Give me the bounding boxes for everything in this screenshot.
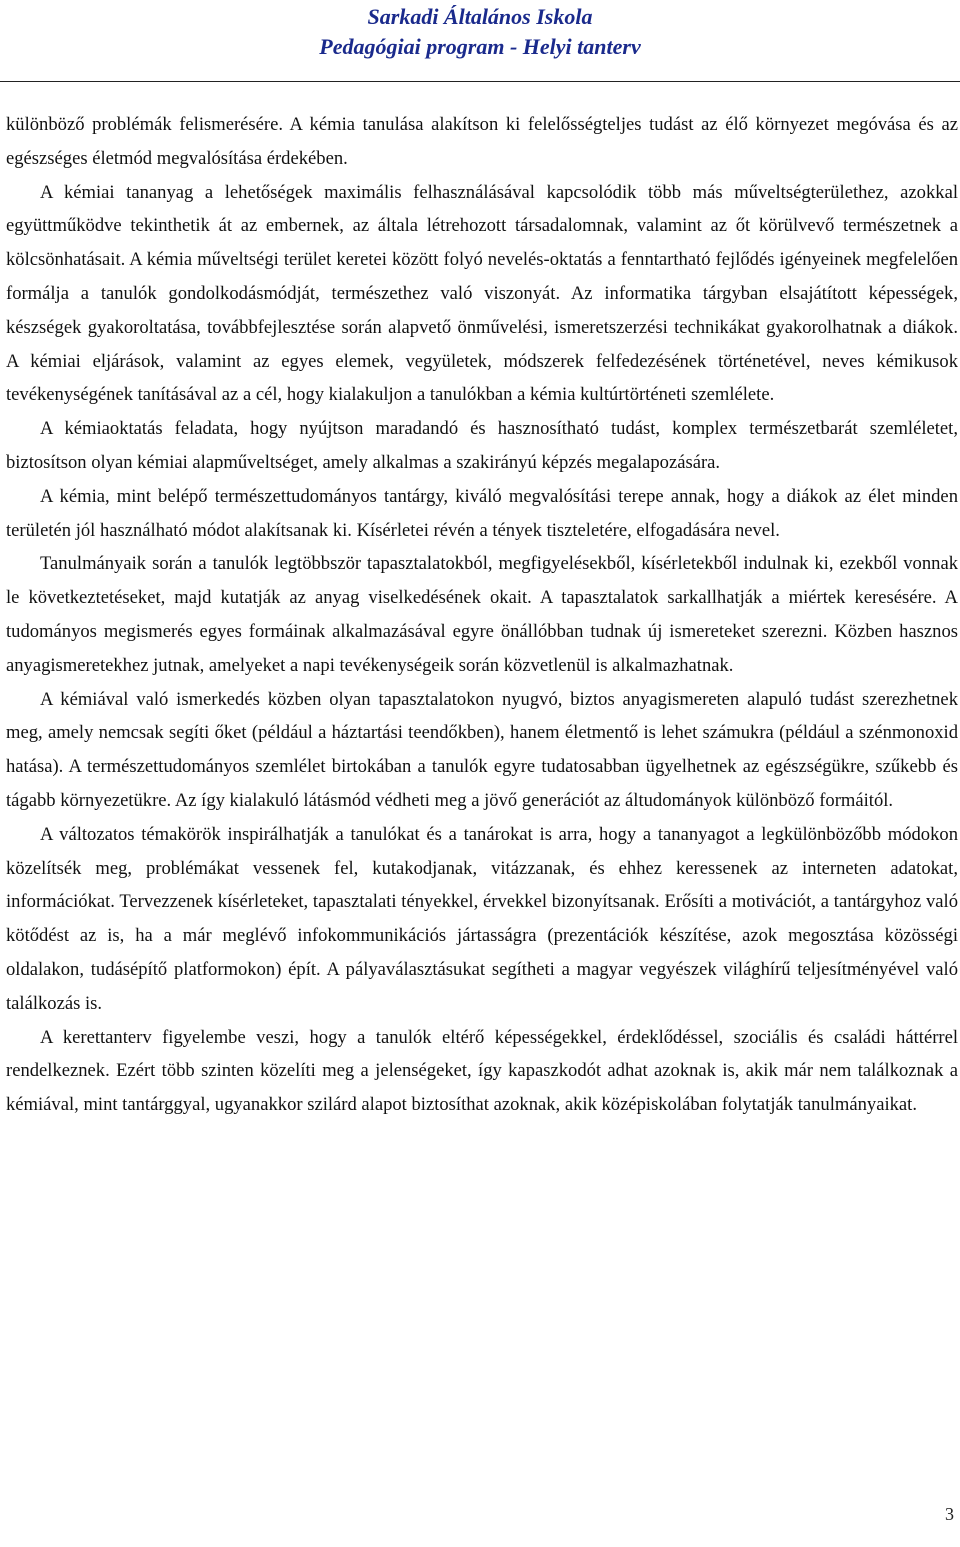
paragraph: A kémiával való ismerkedés közben olyan tapasztalatokon nyugvó, biztos anyagismereten alapuló tudást szerezhetnek meg, amely nemcsak segíti őket (például a háztartási teendőkben), hanem életmentő is lehet számukra (például a szénmonoxid hatása). A természettudományos szemlélet birtokában a tanulók egyre tudatosabban ügyelhetnek az egészségükre, szűkebb és tágabb környezetükre. Az így kialakuló látásmód védheti meg a jövő generációt az áltudományok különböző formáitól. [6,688,958,811]
paragraph: A kémia, mint belépő természettudományos tantárgy, kiváló megvalósítási terepe annak, hogy a diákok az élet minden területén jól használható módot alakítsanak ki. Kísérletei révén a tények tiszteletére, elfogadására nevel. [6,485,958,541]
school-name: Sarkadi Általános Iskola [367,4,593,29]
page-number: 3 [945,1504,954,1524]
document-subtitle: Pedagógiai program - Helyi tanterv [319,34,641,59]
paragraph-continuation: különböző problémák felismerésére. A kémia tanulása alakítson ki felelősségteljes tudást az élő környezet megóvása és az egészséges életmód megvalósítása érdekében. [6,114,958,169]
paragraph: A változatos témakörök inspirálhatják a tanulókat és a tanárokat is arra, hogy a tananyagot a legkülönbözőbb módokon közelítsék meg, problémákat vessenek fel, kutakodjanak, vitázzanak, és ehhez keressenek az interneten adatokat, információkat. Tervezzenek kísérleteket, tapasztalati tényekkel, érvekkel bizonyítsanak. Erősíti a motivációt, a tantárgyhoz való kötődést az is, ha a már meglévő infokommunikációs jártasságra (prezentációk készítése, azok megosztása közösségi oldalakon, tudásépítő platformokon) épít. A pályaválasztásukat segítheti a magyar vegyészek világhírű teljesítményével való találkozás is. [6,823,958,1014]
header-divider [0,81,960,82]
document-body [6,108,958,1122]
paragraph: A kerettanterv figyelembe veszi, hogy a tanulók eltérő képességekkel, érdeklődéssel, szociális és családi háttérrel rendelkeznek. Ezért több szinten közelíti meg a jelenségeket, így kapaszkodót adhat azoknak is, akik már nem találkoznak a kémiával, mint tantárggyal, ugyanakkor szilárd alapot biztosíthat azoknak, akik középiskolában folytatják tanulmányaikat. [6,1026,958,1116]
paragraph: A kémiaoktatás feladata, hogy nyújtson maradandó és hasznosítható tudást, komplex természetbarát szemléletet, biztosítson olyan kémiai alapműveltséget, amely alkalmas a szakirányú képzés megalapozására. [6,418,958,473]
page-header [0,0,960,62]
paragraph: Tanulmányaik során a tanulók legtöbbször tapasztalatokból, megfigyelésekből, kísérletekből indulnak ki, ezekből vonnak le következtetéseket, majd kutatják az anyag viselkedésének okait. A tapasztalatok sarkallhatják a miértek keresésére. A tudományos megismerés egyes formáinak alkalmazásával egyre önállóbban tudnak új ismereteket szerezni. Közben hasznos anyagismeretekhez jutnak, amelyeket a napi tevékenységeik során közvetlenül is alkalmazhatnak. [6,553,958,676]
paragraph: A kémiai tananyag a lehetőségek maximális felhasználásával kapcsolódik több más műveltségterülethez, azokkal együttműködve tekinthetik át az embernek, az általa létrehozott társadalomnak, valamint az őt körülvevő természetnek a kölcsönhatásait. A kémia műveltségi terület keretei között folyó nevelés-oktatás a fenntartható fejlődés igényeinek megfelelően formálja a tanulók gondolkodásmódját, természethez való viszonyát. Az informatika tárgyban elsajátított képességek, készségek gyakoroltatása, továbbfejlesztése során alapvető önművelési, ismeretszerzési technikákat gyakorolhatnak a diákok. A kémiai eljárások, valamint az egyes elemek, vegyületek, módszerek felfedezésének történetével, neves kémikusok tevékenységének tanításával az a cél, hogy kialakuljon a tanulókban a kémia kultúrtörténeti szemlélete. [6,181,958,406]
